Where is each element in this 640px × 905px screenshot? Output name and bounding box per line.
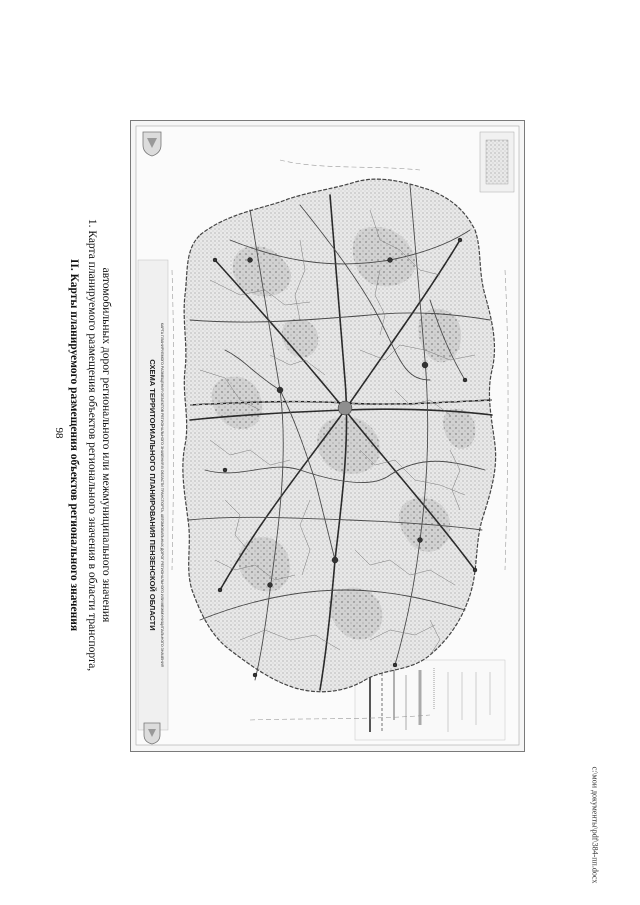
section-heading: II. Карты планируемого размещения объектов регионального значения bbox=[68, 258, 80, 632]
map-inset bbox=[480, 132, 514, 192]
coat-of-arms-emblem-top bbox=[143, 132, 161, 156]
regional-map bbox=[130, 120, 525, 752]
coat-of-arms-emblem-bottom bbox=[144, 723, 160, 744]
map-caption-line-2: автомобильных дорог регионального или межмуниципального значения bbox=[100, 267, 112, 623]
map-caption-line-1: 1. Карта планируемого размещения объектов регионального значения в области транспорта, bbox=[86, 218, 98, 672]
footer-file-path: c:\мои документы\pdf\384-пп.docx bbox=[590, 766, 600, 884]
page-number: 98 bbox=[53, 427, 65, 439]
map-title: СХЕМА ТЕРРИТОРИАЛЬНОГО ПЛАНИРОВАНИЯ ПЕНЗЕНСКОЙ ОБЛАСТИ bbox=[148, 359, 157, 631]
regional-center-marker bbox=[338, 401, 352, 415]
map-subtitle: КАРТА ПЛАНИРУЕМОГО РАЗМЕЩЕНИЯ ОБЪЕКТОВ РЕГИОНАЛЬНОГО ЗНАЧЕНИЯ В ОБЛАСТИ ТРАНСПОРТА, АВТОМОБИЛЬНЫХ ДОРОГ РЕГИОНАЛЬНОГО ИЛИ МЕЖМУНИЦИПАЛЬНОГО ЗНАЧЕНИЯ bbox=[160, 322, 164, 668]
